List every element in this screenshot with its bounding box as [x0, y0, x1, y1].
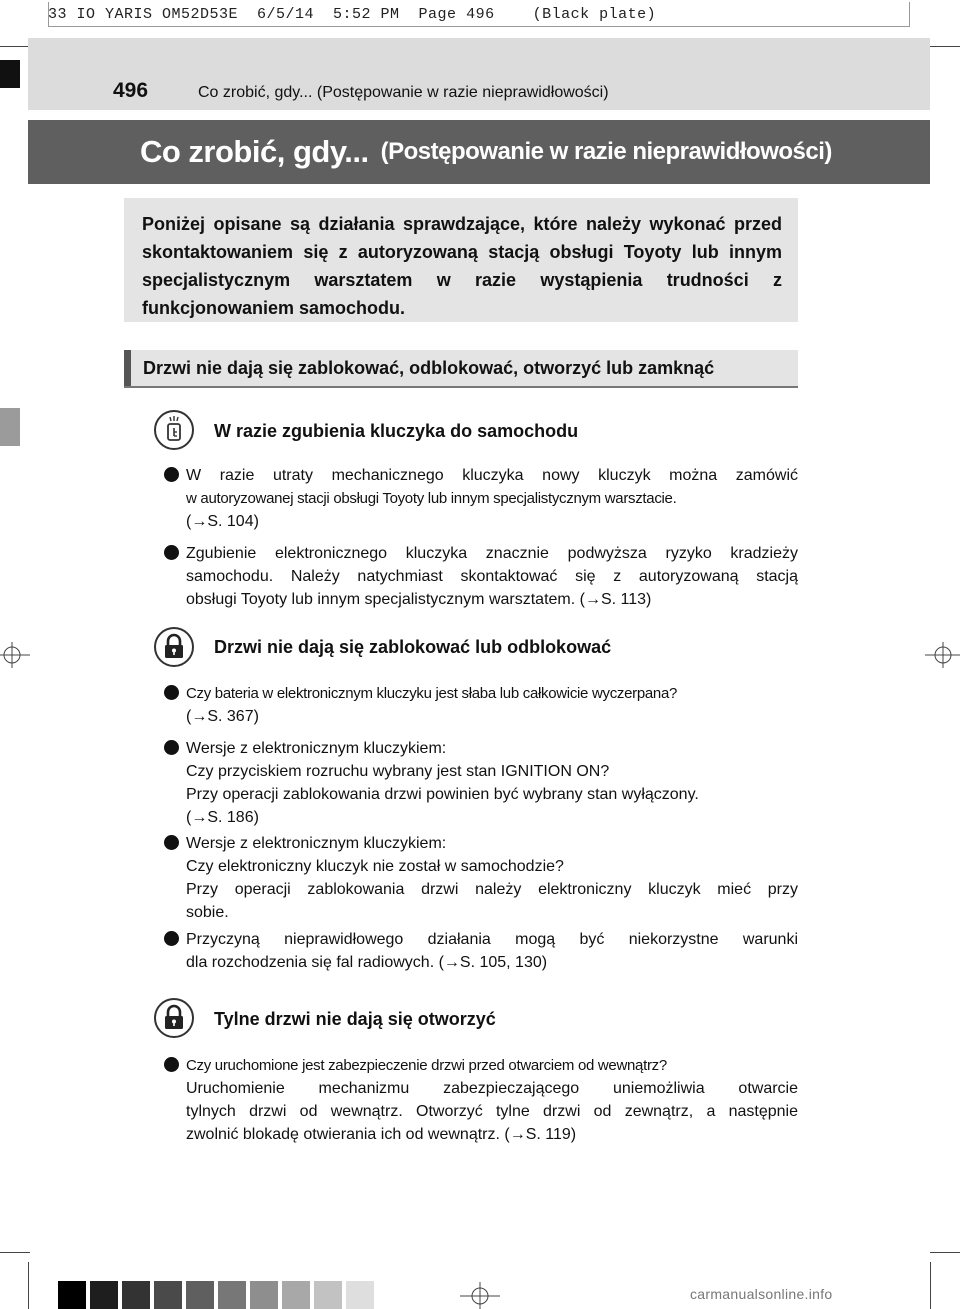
- chapter-tab-grey: [0, 408, 20, 446]
- section-heading: Drzwi nie dają się zablokować, odblokować, otworzyć lub zamknąć: [124, 350, 798, 386]
- section-divider: [124, 386, 798, 388]
- bullet-icon: [164, 545, 179, 560]
- crop-mark: [930, 1262, 931, 1309]
- list-item: Czy uruchomione jest zabezpieczenie drzwi przed otwarciem od wewnątrz? Uruchomienie mechanizmu zabezpieczającego uniemożliwia otwarcie tylnych drzwi od wewnątrz. Otworzyć tylne drzwi od zewnątrz, a następnie zwolnić blokadę otwierania ich od wewnątrz. (→S. 119): [164, 1054, 798, 1150]
- watermark: carmanualsonline.info: [690, 1286, 833, 1302]
- list-item: Wersje z elektronicznym kluczykiem: Czy przyciskiem rozruchu wybrany jest stan IGNITION ON? Przy operacji zablokowania drzwi powinien być wybrany stan wyłączony. (→S. 186): [164, 737, 798, 831]
- padlock-icon: [154, 998, 194, 1038]
- page-title: Co zrobić, gdy...: [140, 134, 369, 169]
- page-subtitle: (Postępowanie w razie nieprawidłowości): [380, 138, 832, 165]
- color-swatch: [90, 1281, 118, 1309]
- registration-mark-right: [925, 630, 960, 680]
- padlock-icon: [154, 627, 194, 667]
- color-swatch: [314, 1281, 342, 1309]
- registration-mark-left: [0, 630, 30, 680]
- key-icon: [154, 410, 194, 450]
- color-swatch: [122, 1281, 150, 1309]
- bullet-icon: [164, 1057, 179, 1072]
- list-item: Wersje z elektronicznym kluczykiem: Czy elektroniczny kluczyk nie został w samochodzie? Przy operacji zablokowania drzwi należy elektroniczny kluczyk mieć przy sobie.: [164, 832, 798, 926]
- subsection-title-back-door: Tylne drzwi nie dają się otworzyć: [214, 1009, 496, 1029]
- bullet-icon: [164, 467, 179, 482]
- registration-mark-bottom: [460, 1268, 500, 1309]
- bullet-icon: [164, 685, 179, 700]
- page-number: 496: [113, 79, 149, 102]
- list-item: Czy bateria w elektronicznym kluczyku jest słaba lub całkowicie wyczerpana? (→S. 367): [164, 682, 798, 730]
- crop-mark: [0, 46, 30, 47]
- bullet-icon: [164, 740, 179, 755]
- crop-mark: [0, 1252, 30, 1253]
- color-swatch: [218, 1281, 246, 1309]
- color-swatch: [58, 1281, 86, 1309]
- list-item: W razie utraty mechanicznego kluczyka nowy kluczyk można zamówić w autoryzowanej stacji obsługi Toyoty lub innym specjalistycznym warsztacie. (→S. 104): [164, 464, 798, 534]
- color-swatch: [186, 1281, 214, 1309]
- crop-mark: [28, 1262, 29, 1309]
- crop-mark: [930, 46, 960, 47]
- bullet-icon: [164, 835, 179, 850]
- color-swatch: [346, 1281, 374, 1309]
- subsection-title-lost-key: W razie zgubienia kluczyka do samochodu: [214, 421, 579, 441]
- list-item: Przyczyną nieprawidłowego działania mogą być niekorzystne warunki dla rozchodzenia się fal radiowych. (→S. 105, 130): [164, 928, 798, 976]
- color-swatch: [250, 1281, 278, 1309]
- bullet-icon: [164, 931, 179, 946]
- color-swatch: [282, 1281, 310, 1309]
- chapter-tab-black: [0, 60, 20, 88]
- title-band: [28, 120, 930, 184]
- running-head: Co zrobić, gdy... (Postępowanie w razie nieprawidłowości): [198, 84, 609, 101]
- crop-mark: [930, 1252, 960, 1253]
- print-slug: 33 IO YARIS OM52D53E 6/5/14 5:52 PM Page 496 (Black plate): [48, 6, 657, 23]
- subsection-title-lock-unlock: Drzwi nie dają się zablokować lub odblokować: [214, 637, 612, 657]
- intro-box: Poniżej opisane są działania sprawdzające, które należy wykonać przed skontaktowaniem się z autoryzowaną stacją obsługi Toyoty lub innym specjalistycznym warsztatem w razie wystąpienia trudności z funkcjonowaniem samochodu.: [124, 198, 798, 322]
- color-swatch: [154, 1281, 182, 1309]
- list-item: Zgubienie elektronicznego kluczyka znacznie podwyższa ryzyko kradzieży samochodu. Należy natychmiast skontaktować się z autoryzowaną stacją obsługi Toyoty lub innym specjalistycznym warsztatem. (→S. 113): [164, 542, 798, 612]
